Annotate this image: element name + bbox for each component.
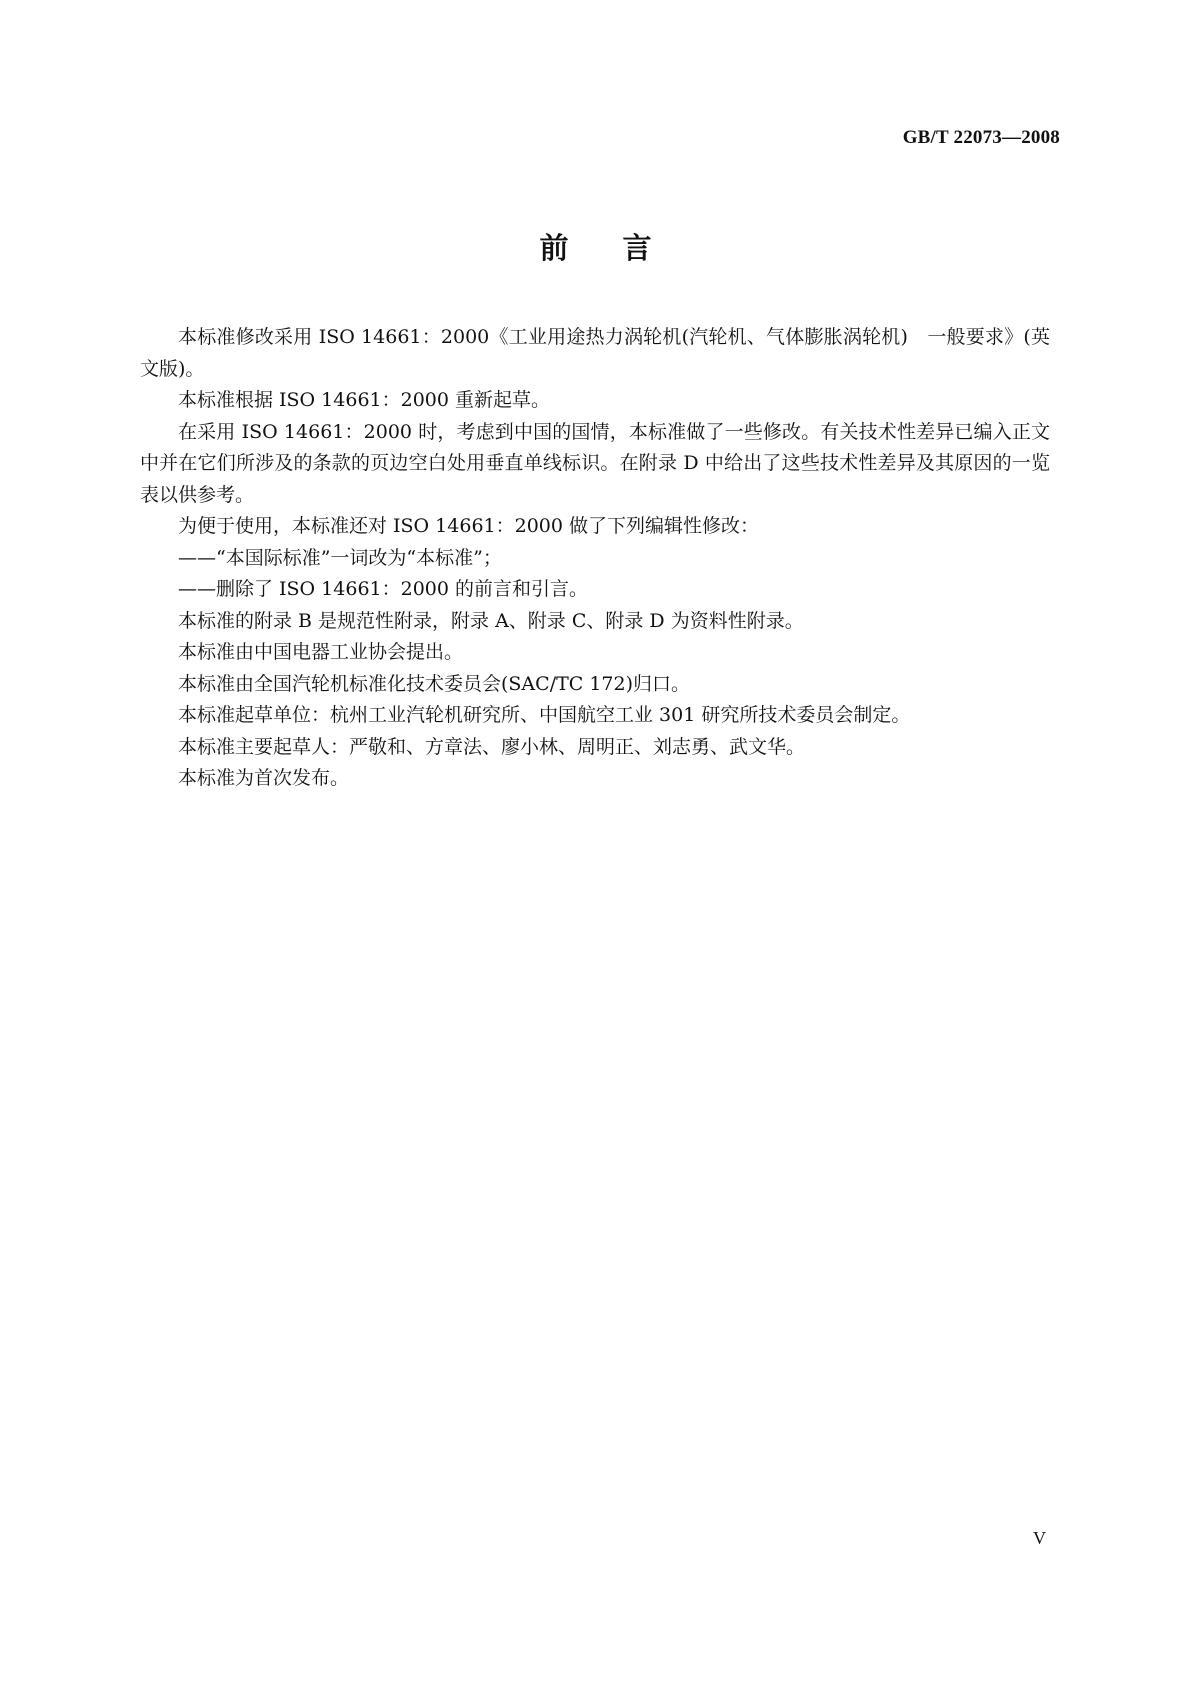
paragraph-redrafted: 本标准根据 ISO 14661：2000 重新起草。	[178, 389, 551, 411]
list-item-term-change: ——“本国际标准”一词改为“本标准”；	[178, 546, 502, 569]
paragraph-annexes: 本标准的附录 B 是规范性附录，附录 A、附录 C、附录 D 为资料性附录。	[178, 609, 804, 632]
foreword-body	[140, 322, 1050, 795]
paragraph-adoption: 本标准修改采用 ISO 14661：2000《工业用途热力涡轮机(汽轮机、气体膨胀涡轮机) 一般要求》(英文版)。	[140, 326, 1050, 380]
page-title: 前言	[539, 231, 706, 265]
list-item-deletion: ——删除了 ISO 14661：2000 的前言和引言。	[178, 578, 589, 600]
paragraph-proposer: 本标准由中国电器工业协会提出。	[178, 641, 464, 663]
paragraph-technical-differences: 在采用 ISO 14661：2000 时，考虑到中国的国情，本标准做了一些修改。有关技术性差异已编入正文中并在它们所涉及的条款的页边空白处用垂直单线标识。在附录 D 中给出了这些技术性差异及其原因的一览表以供参考。	[140, 420, 1050, 506]
standard-number: GB/T 22073—2008	[902, 127, 1060, 148]
page-number: V	[1033, 1528, 1046, 1548]
paragraph-drafters: 本标准主要起草人：严敬和、方章法、廖小林、周明正、刘志勇、武文华。	[178, 735, 806, 758]
paragraph-drafting-units: 本标准起草单位：杭州工业汽轮机研究所、中国航空工业 301 研究所技术委员会制定。	[178, 704, 911, 726]
paragraph-editorial-changes: 为便于使用，本标准还对 ISO 14661：2000 做了下列编辑性修改：	[178, 515, 760, 537]
paragraph-technical-committee: 本标准由全国汽轮机标准化技术委员会(SAC/TC 172)归口。	[178, 672, 691, 695]
paragraph-first-issue: 本标准为首次发布。	[178, 767, 350, 789]
